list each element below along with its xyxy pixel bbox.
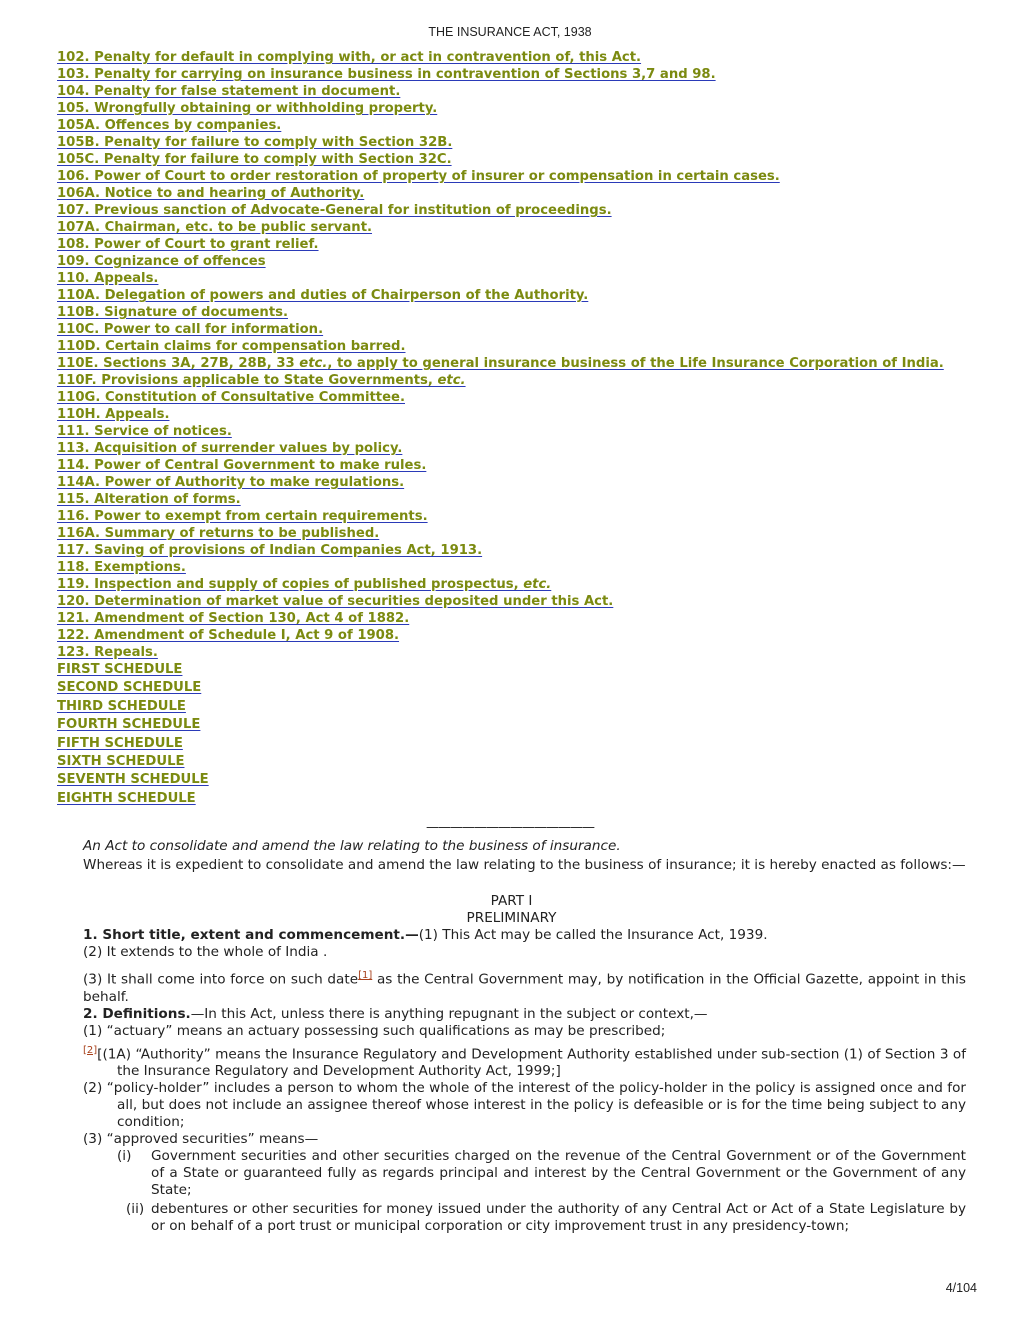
toc-link[interactable]: 110H. Appeals. — [57, 407, 170, 422]
toc-link[interactable]: 110A. Delegation of powers and duties of Chairperson of the Authority. — [57, 288, 589, 303]
toc-link[interactable]: 115. Alteration of forms. — [57, 492, 241, 507]
toc-link-schedule[interactable]: FIRST SCHEDULE — [57, 662, 183, 677]
toc-link[interactable]: 110G. Constitution of Consultative Committee. — [57, 390, 405, 405]
definition-actuary: (1) “actuary” means an actuary possessing such qualifications as may be prescribed; — [83, 1022, 666, 1039]
toc-link[interactable]: 106A. Notice to and hearing of Authority. — [57, 186, 365, 201]
section-1-sub-3-text: (3) It shall come into force on such date — [83, 971, 359, 988]
toc-link[interactable]: 110B. Signature of documents. — [57, 305, 288, 320]
toc-link[interactable]: 110. Appeals. — [57, 271, 159, 286]
item-number: (ii) — [126, 1201, 145, 1218]
part-number: PART I — [490, 893, 533, 909]
section-1-sub-2: (2) It extends to the whole of India . — [83, 944, 328, 960]
definition-authority-text: [(1A) “Authority” means the Insurance Regulatory and Development Authority established under sub-section (1) of Section 3 of the Insurance Regulatory and Development Authority Act, 1999;] — [97, 1046, 966, 1080]
toc-link[interactable]: 118. Exemptions. — [57, 560, 186, 575]
page-number: 4/104 — [945, 1281, 977, 1295]
item-text: Government securities and other securities charged on the revenue of the Central Government or of the Government of a State or guaranteed fully as regards principal and interest by the Central Government or the Government of any State; — [151, 1148, 966, 1199]
toc-link-schedule[interactable]: FIFTH SCHEDULE — [57, 735, 183, 751]
footnote-link-2[interactable]: [2] — [83, 1044, 98, 1056]
item-number: (i) — [117, 1148, 132, 1165]
preamble-whereas — [57, 857, 966, 874]
footnote-link-1[interactable]: [1] — [358, 970, 373, 981]
section-1-sub-1: (1) This Act may be called the Insurance Act, 1939. — [418, 927, 768, 943]
toc-link[interactable]: 110F. Provisions applicable to State Governments, etc. — [57, 373, 466, 388]
definition-approved-securities: (3) “approved securities” means— — [83, 1131, 319, 1148]
toc-link-schedule[interactable]: SEVENTH SCHEDULE — [57, 772, 209, 788]
separator-rule: —————————————— — [426, 820, 594, 835]
section-2-intro: —In this Act, unless there is anything repugnant in the subject or context,— — [190, 1005, 708, 1022]
toc-link[interactable]: 123. Repeals. — [57, 645, 158, 660]
toc-link[interactable]: 102. Penalty for default in complying with, or act in contravention of, this Act. — [57, 50, 642, 65]
toc-link-schedule[interactable]: THIRD SCHEDULE — [57, 698, 186, 714]
toc-link[interactable]: 119. Inspection and supply of copies of published prospectus, etc. — [57, 577, 552, 592]
toc-link[interactable]: 114A. Power of Authority to make regulations. — [57, 475, 405, 490]
toc-link-schedule[interactable]: FOURTH SCHEDULE — [57, 717, 201, 733]
toc-link-schedule[interactable]: EIGHTH SCHEDULE — [57, 790, 196, 806]
act-body — [57, 838, 966, 1235]
long-title: An Act to consolidate and amend the law relating to the business of insurance. — [83, 838, 621, 854]
toc-link[interactable]: 105. Wrongfully obtaining or withholding property. — [57, 101, 438, 116]
item-text: debentures or other securities for money issued under the authority of any Central Act or Act of a State Legislature by or on behalf of a port trust or municipal corporation or city improvement trust in any presidency-town; — [151, 1201, 966, 1235]
toc-link[interactable]: 109. Cognizance of offences — [57, 254, 266, 269]
section-2-heading: 2. Definitions. — [83, 1005, 191, 1022]
section-2 — [57, 1006, 966, 1023]
toc-link[interactable]: 116A. Summary of returns to be published. — [57, 526, 380, 541]
toc-link[interactable]: 103. Penalty for carrying on insurance business in contravention of Sections 3,7 and 98. — [57, 67, 716, 82]
approved-securities-item-ii — [57, 1201, 966, 1235]
toc-link[interactable]: 114. Power of Central Government to make rules. — [57, 458, 427, 473]
toc-link[interactable]: 105B. Penalty for failure to comply with Section 32B. — [57, 135, 453, 150]
approved-securities-item-i — [57, 1148, 966, 1199]
toc-link[interactable]: 117. Saving of provisions of Indian Companies Act, 1913. — [57, 543, 483, 558]
toc-link[interactable]: 110C. Power to call for information. — [57, 322, 324, 337]
toc-link[interactable]: 122. Amendment of Schedule I, Act 9 of 1908. — [57, 628, 400, 643]
toc-link[interactable]: 113. Acquisition of surrender values by policy. — [57, 441, 403, 456]
toc-link[interactable]: 111. Service of notices. — [57, 424, 232, 439]
toc-link[interactable]: 105C. Penalty for failure to comply with Section 32C. — [57, 152, 452, 167]
toc-link-schedule[interactable]: SECOND SCHEDULE — [57, 680, 202, 696]
section-1-sub-3 — [57, 967, 966, 1006]
toc-link[interactable]: 104. Penalty for false statement in document. — [57, 84, 401, 99]
toc-link[interactable]: 107. Previous sanction of Advocate-General for institution of proceedings. — [57, 203, 612, 218]
toc-link[interactable]: 120. Determination of market value of securities deposited under this Act. — [57, 594, 614, 609]
toc-link[interactable]: 105A. Offences by companies. — [57, 118, 282, 133]
toc-link[interactable]: 110E. Sections 3A, 27B, 28B, 33 etc., to apply to general insurance business of the Life Insurance Corporation of India. — [57, 356, 944, 371]
table-of-contents — [57, 49, 969, 808]
toc-link[interactable]: 107A. Chairman, etc. to be public servant. — [57, 220, 373, 235]
toc-link[interactable]: 106. Power of Court to order restoration of property of insurer or compensation in certain cases. — [57, 169, 780, 184]
toc-link[interactable]: 108. Power of Court to grant relief. — [57, 237, 319, 252]
section-1-heading: 1. Short title, extent and commencement.— — [83, 927, 419, 943]
section-1-sub-3-cont: as the Central Government may, by notification in the Official Gazette, appoint in this behalf. — [83, 971, 966, 1005]
document-header: THE INSURANCE ACT, 1938 — [428, 25, 592, 39]
toc-link-schedule[interactable]: SIXTH SCHEDULE — [57, 754, 185, 770]
toc-link[interactable]: 110D. Certain claims for compensation barred. — [57, 339, 406, 354]
preamble-text: Whereas it is expedient to consolidate and amend the law relating to the business of insurance; it is hereby enacted as follows:— — [83, 857, 966, 873]
definition-policy-holder: (2) “policy-holder” includes a person to whom the whole of the interest of the policy-holder in the policy is assigned once and for all, but does not include an assignee thereof whose interest in the policy is defeasible or is for the time being subject to any condition; — [83, 1080, 966, 1131]
toc-link[interactable]: 121. Amendment of Section 130, Act 4 of 1882. — [57, 611, 410, 626]
section-1 — [57, 927, 966, 944]
definition-authority — [57, 1042, 966, 1081]
part-name: PRELIMINARY — [466, 910, 557, 926]
toc-link[interactable]: 116. Power to exempt from certain requirements. — [57, 509, 428, 524]
